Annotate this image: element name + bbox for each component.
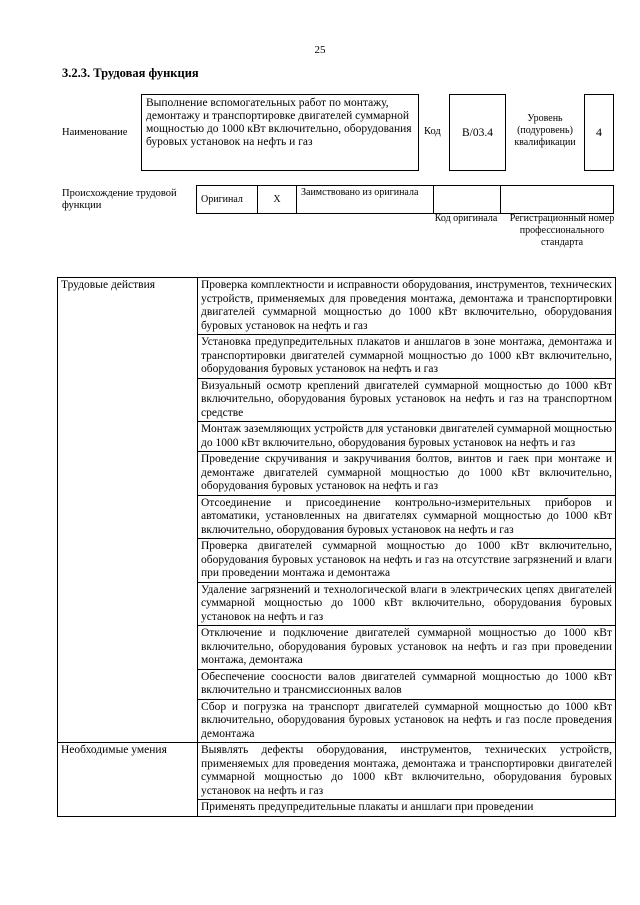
original-label: Оригинал <box>197 186 258 214</box>
origin-table <box>196 185 614 214</box>
labor-action-item: Проверка комплектности и исправности оборудования, инструментов, технических устройств, применяемых для проведения монтажа, демонтажа и транспортировки двигателей суммарной мощностью до 1000 кВт включительно, оборудования буровых установок на нефть и газ <box>198 278 616 335</box>
section-title: 3.2.3. Трудовая функция <box>62 66 199 80</box>
registration-number-cell <box>501 186 614 214</box>
function-name-box: Выполнение вспомогательных работ по монтажу, демонтажу и транспортировке двигателей суммарной мощностью до 1000 кВт включительно, оборудования буровых установок на нефть и газ <box>141 94 419 171</box>
labor-actions-label: Трудовые действия <box>58 278 198 743</box>
qualification-level-label: Уровень (подуровень) квалификации <box>514 113 576 148</box>
original-code-cell <box>434 186 501 214</box>
original-mark: X <box>258 186 297 214</box>
required-skill-item: Применять предупредительные плакаты и аншлаги при проведении <box>198 800 616 817</box>
registration-number-caption: Регистрационный номер профессионального стандарта <box>509 213 615 248</box>
page-number: 25 <box>314 44 326 56</box>
labor-action-item: Удаление загрязнений и технологической влаги в электрических цепях двигателей суммарной мощностью до 1000 кВт включительно, оборудования буровых установок на нефть и газ <box>198 582 616 626</box>
required-skills-label: Необходимые умения <box>58 743 198 817</box>
labor-action-item: Визуальный осмотр креплений двигателей суммарной мощностью до 1000 кВт включительно, оборудования буровых установок на нефть и газ на транспортном средстве <box>198 378 616 422</box>
labor-action-item: Отключение и подключение двигателей суммарной мощностью до 1000 кВт включительно, оборудования буровых установок на нефть и газ при проведении монтажа, демонтажа <box>198 626 616 670</box>
function-details-table <box>57 277 616 817</box>
labor-action-item: Отсоединение и присоединение контрольно-измерительных приборов и автоматики, установленных на двигателях суммарной мощностью до 1000 кВт включительно, оборудования буровых установок на нефть и газ <box>198 495 616 539</box>
borrowed-label: Заимствовано из оригинала <box>297 186 434 214</box>
original-code-caption: Код оригинала <box>434 213 498 224</box>
origin-label: Происхождение трудовой функции <box>62 188 177 211</box>
labor-action-item: Монтаж заземляющих устройств для установки двигателей суммарной мощностью до 1000 кВт включительно, оборудования буровых установок на нефть и газ <box>198 422 616 452</box>
labor-action-item: Проверка двигателей суммарной мощностью до 1000 кВт включительно, оборудования буровых установок на нефть и газ на отсутствие загрязнений и влаги при проведении монтажа и демонтажа <box>198 539 616 583</box>
qualification-level-box: 4 <box>584 94 614 171</box>
code-label: Код <box>424 126 441 137</box>
code-box: B/03.4 <box>449 94 506 171</box>
required-skill-item: Выявлять дефекты оборудования, инструментов, технических устройств, применяемых для проведения монтажа, демонтажа и транспортировки двигателей суммарной мощностью до 1000 кВт включительно, оборудования буровых установок на нефть и газ <box>198 743 616 800</box>
labor-action-item: Проведение скручивания и закручивания болтов, винтов и гаек при монтаже и демонтаже двигателей суммарной мощностью до 1000 кВт включительно, оборудования буровых установок на нефть и газ <box>198 452 616 496</box>
labor-action-item: Обеспечение соосности валов двигателей суммарной мощностью до 1000 кВт включительно и трансмиссионных валов <box>198 669 616 699</box>
labor-action-item: Установка предупредительных плакатов и аншлагов в зоне монтажа, демонтажа и транспортировки двигателей суммарной мощностью до 1000 кВт включительно, оборудования буровых установок на нефть и газ <box>198 335 616 379</box>
labor-action-item: Сбор и погрузка на транспорт двигателей суммарной мощностью до 1000 кВт включительно, оборудования буровых установок на нефть и газ после проведения демонтажа <box>198 699 616 743</box>
name-label: Наименование <box>62 127 128 138</box>
